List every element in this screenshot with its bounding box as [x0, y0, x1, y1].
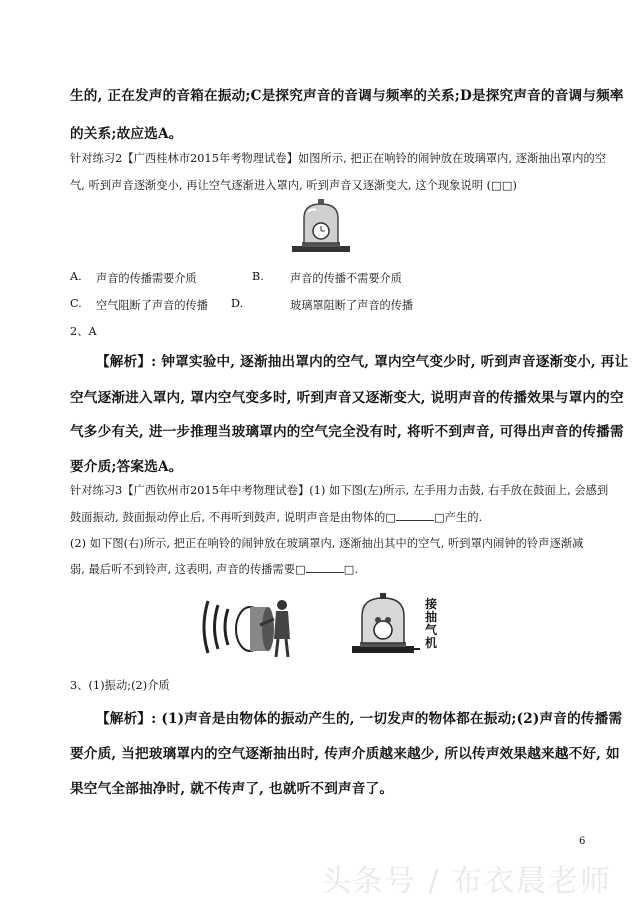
- exercise-3-text: □产生的.: [434, 511, 483, 524]
- analysis-2-line: 【解析】: 钟罩实验中, 逐渐抽出罩内的空气, 罩内空气变少时, 听到声音逐渐变小, 再让: [96, 354, 629, 370]
- analysis-3-line: 果空气全部抽净时, 就不传声了, 也就听不到声音了。: [70, 781, 394, 797]
- page-number: 6: [579, 836, 586, 847]
- bell-jar-alarm-figure: [290, 198, 352, 256]
- option-c-text: 空气阻断了声音的传播: [96, 299, 208, 312]
- exercise-3-text: 鼓面振动, 鼓面振动停止后, 不再听到鼓声, 说明声音是由物体的□: [70, 511, 397, 524]
- pump-label-char: 接: [425, 597, 438, 611]
- option-a-text: 声音的传播需要介质: [96, 272, 197, 285]
- option-d-letter: D.: [231, 297, 244, 310]
- analysis-2-line: 空气逐渐进入罩内, 罩内空气变多时, 听到声音又逐渐变大, 说明声音的传播效果与罩内的空: [70, 390, 624, 406]
- exercise-3-line: (2) 如下图(右)所示, 把正在响铃的闹钟放在玻璃罩内, 逐渐抽出其中的空气, 听到罩内闹钟的铃声逐渐减: [70, 537, 584, 550]
- exercise-3-text: □.: [343, 563, 359, 576]
- analysis-3-line: 【解析】: (1)声音是由物体的振动产生的, 一切发声的物体都在振动;(2)声音的传播需: [96, 711, 623, 727]
- exercise-2-line: 气, 听到声音逐渐变小, 再让空气逐渐进入罩内, 听到声音又逐渐变大, 这个现象说明 (□□): [70, 179, 517, 192]
- exercise-3-line: 针对练习3【广西钦州市2015年中考物理试卷】(1) 如下图(左)所示, 左手用力击鼓, 右手放在鼓面上, 会感到: [70, 484, 609, 497]
- exercise-3-line: [70, 561, 358, 577]
- watermark-text: 头条号 / 布衣晨老师: [320, 864, 612, 899]
- bell-jar-pump-figure: [350, 592, 420, 658]
- paragraph-line: 生的, 正在发声的音箱在振动;C是探究声音的音调与频率的关系;D是探究声音的音调与频率: [70, 88, 624, 104]
- option-b-letter: B.: [252, 270, 264, 283]
- pump-label-char: 机: [425, 636, 438, 650]
- exercise-2-line: 针对练习2【广西桂林市2015年考物理试卷】如图所示, 把正在响铃的闹钟放在玻璃罩内, 逐渐抽出罩内的空: [70, 152, 607, 165]
- option-d-text: 玻璃罩阻断了声音的传播: [290, 299, 414, 312]
- option-a-letter: A.: [70, 270, 82, 283]
- option-c-letter: C.: [70, 297, 82, 310]
- exercise-3-text: 弱, 最后听不到铃声, 这表明, 声音的传播需要□: [70, 563, 306, 576]
- exercise-3-line: [70, 509, 482, 525]
- analysis-2-line: 气多少有关, 进一步推理当玻璃罩内的空气完全没有时, 将听不到声音, 可得出声音的传播需: [70, 424, 624, 440]
- pump-label-char: 气: [425, 623, 438, 637]
- pump-label-char: 抽: [425, 610, 438, 624]
- analysis-3-line: 要介质, 当把玻璃罩内的空气逐渐抽出时, 传声介质越来越少, 所以传声效果越来越不好, 如: [70, 746, 620, 762]
- fill-blank: [396, 509, 434, 521]
- analysis-2-line: 要介质;答案选A。: [70, 459, 183, 475]
- answer-3: 3、(1)振动;(2)介质: [70, 679, 170, 692]
- pump-label: [425, 598, 437, 650]
- option-b-text: 声音的传播不需要介质: [290, 272, 402, 285]
- paragraph-line: 的关系;故应选A。: [70, 126, 183, 142]
- drum-vibration-figure: [198, 595, 298, 659]
- answer-2: 2、A: [70, 325, 97, 338]
- fill-blank: [306, 561, 344, 573]
